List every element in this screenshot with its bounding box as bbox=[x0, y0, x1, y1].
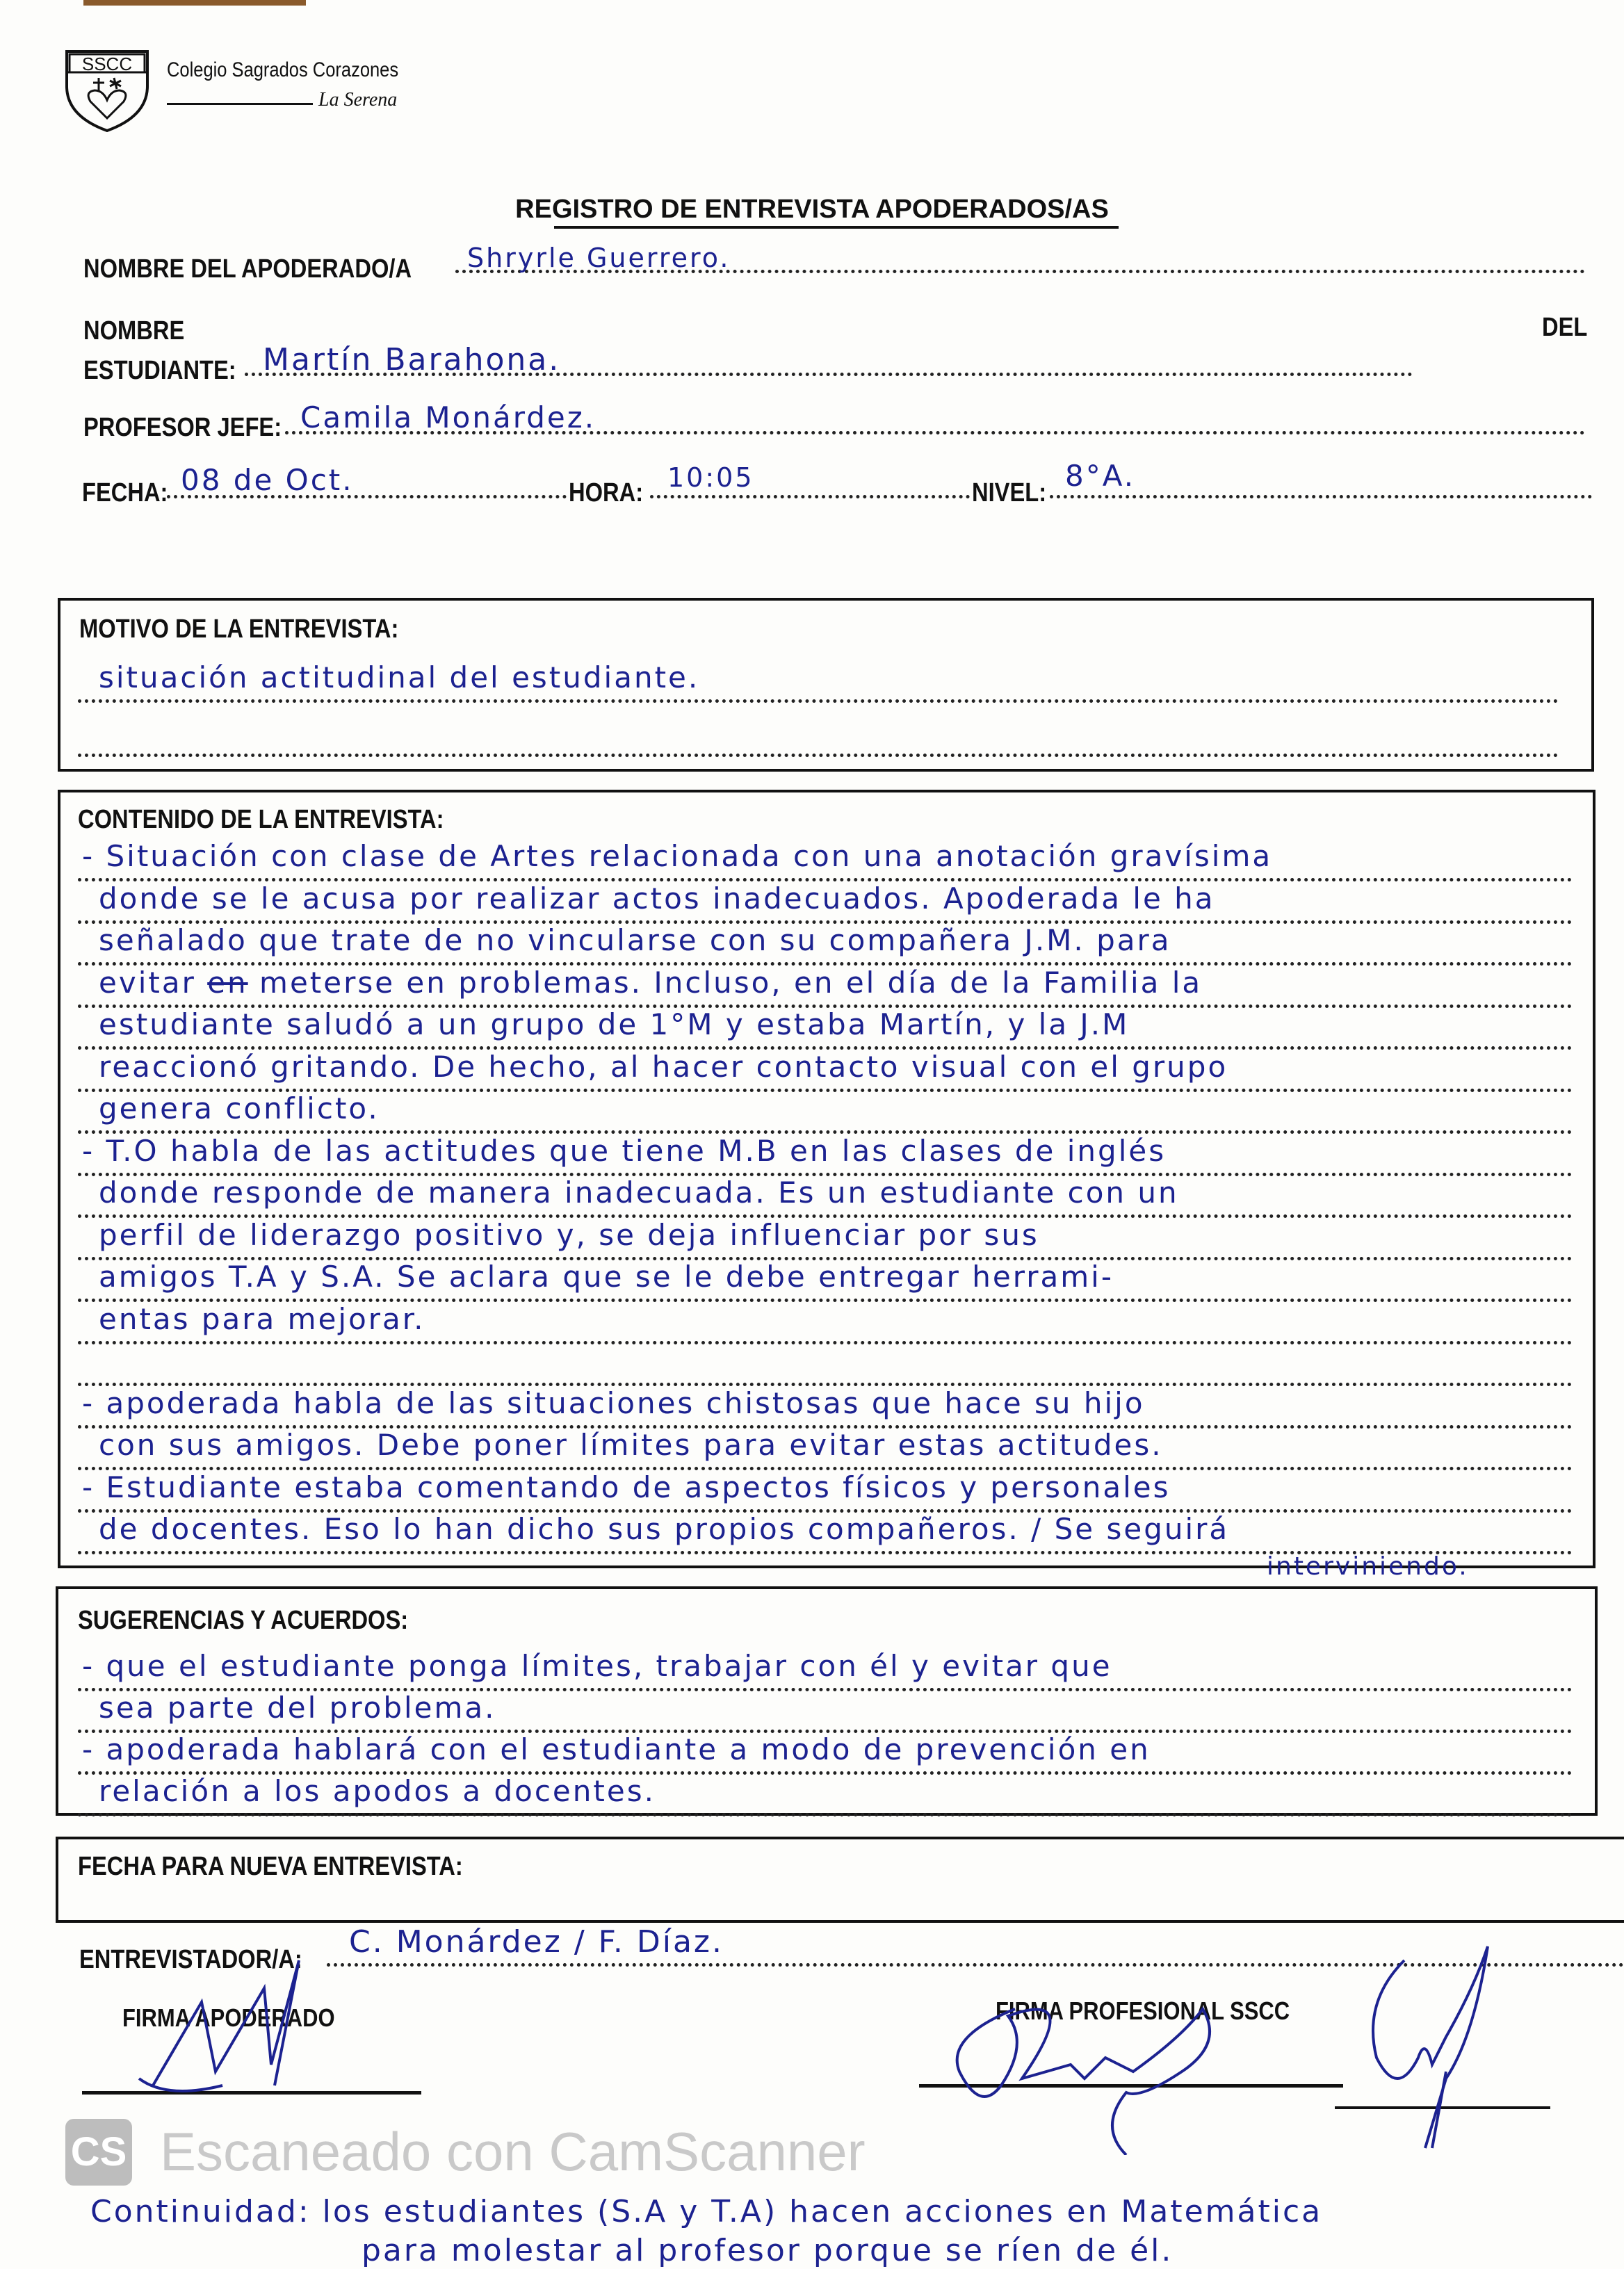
contenido-line-start: evitar bbox=[99, 965, 196, 1000]
nueva-fecha-label: FECHA PARA NUEVA ENTREVISTA: bbox=[78, 1852, 463, 1881]
contenido-line: entas para mejorar. bbox=[99, 1301, 425, 1336]
entrevistador-value: C. Monárdez / F. Díaz. bbox=[349, 1924, 724, 1960]
apoderado-label: NOMBRE DEL APODERADO/A bbox=[83, 254, 412, 284]
title-underline bbox=[554, 226, 1119, 229]
sugerencias-dotted-line[interactable] bbox=[78, 1813, 1573, 1816]
profesor-label: PROFESOR JEFE: bbox=[83, 413, 282, 442]
motivo-dotted-line[interactable] bbox=[78, 754, 1559, 757]
firma-profesional-label: FIRMA PROFESIONAL SSCC bbox=[996, 1996, 1290, 2025]
profesor-value: Camila Monárdez. bbox=[300, 400, 596, 434]
fecha-label: FECHA: bbox=[82, 478, 168, 507]
contenido-line: donde responde de manera inadecuada. Es un estudiante con un bbox=[99, 1176, 1179, 1210]
contenido-line: señalado que trate de no vincularse con su compañera J.M. para bbox=[99, 923, 1171, 957]
contenido-line: - Estudiante estaba comentando de aspectos físicos y personales bbox=[82, 1470, 1171, 1504]
motivo-dotted-line[interactable] bbox=[78, 699, 1559, 703]
contenido-line: perfil de liderazgo positivo y, se deja influenciar por sus bbox=[99, 1217, 1039, 1252]
hora-field[interactable] bbox=[650, 495, 970, 498]
contenido-line: donde se le acusa por realizar actos inadecuados. Apoderada le ha bbox=[99, 881, 1215, 916]
estudiante-label-del: DEL bbox=[1542, 313, 1588, 342]
school-city: La Serena bbox=[318, 89, 398, 111]
scan-edge bbox=[83, 0, 306, 6]
contenido-label: CONTENIDO DE LA ENTREVISTA: bbox=[78, 805, 444, 834]
contenido-line: - apoderada habla de las situaciones chistosas que hace su hijo bbox=[82, 1385, 1145, 1420]
entrevistador-label: ENTREVISTADOR/A: bbox=[79, 1945, 302, 1974]
camscanner-logo: CS bbox=[65, 2119, 132, 2186]
school-name: Colegio Sagrados Corazones bbox=[167, 58, 399, 81]
estudiante-value: Martín Barahona. bbox=[263, 342, 561, 377]
hora-label: HORA: bbox=[569, 478, 644, 507]
nivel-label: NIVEL: bbox=[972, 478, 1047, 507]
camscanner-watermark: Escaneado con CamScanner bbox=[160, 2121, 866, 2182]
continuidad-line-1: Continuidad: los estudiantes (S.A y T.A) hacen acciones en Matemática bbox=[90, 2194, 1323, 2229]
contenido-line: con sus amigos. Debe poner límites para evitar estas actitudes. bbox=[99, 1428, 1163, 1462]
continuidad-line-2: para molestar al profesor porque se ríen de él. bbox=[362, 2233, 1174, 2268]
nivel-field[interactable] bbox=[1050, 495, 1592, 498]
estudiante-label-1: NOMBRE bbox=[83, 316, 185, 345]
nivel-value: 8°A. bbox=[1065, 459, 1136, 493]
sugerencias-line: sea parte del problema. bbox=[99, 1691, 496, 1725]
contenido-dotted-line[interactable] bbox=[78, 1341, 1573, 1344]
contenido-line: amigos T.A y S.A. Se aclara que se le debe entregar herrami- bbox=[99, 1260, 1114, 1294]
sugerencias-line: relación a los apodos a docentes. bbox=[99, 1774, 656, 1808]
shield-icon bbox=[64, 50, 150, 132]
contenido-line: genera conflicto. bbox=[99, 1091, 380, 1125]
motivo-label: MOTIVO DE LA ENTREVISTA: bbox=[79, 615, 399, 644]
contenido-line: - T.O habla de las actitudes que tiene M.B en las clases de inglés bbox=[82, 1133, 1167, 1168]
contenido-line: estudiante saludó a un grupo de 1°M y estaba Martín, y la J.M bbox=[99, 1007, 1130, 1041]
school-logo bbox=[64, 50, 150, 132]
sugerencias-label: SUGERENCIAS Y ACUERDOS: bbox=[78, 1606, 409, 1635]
sugerencias-line: - apoderada hablará con el estudiante a modo de prevención en bbox=[82, 1732, 1151, 1766]
sugerencias-line: - que el estudiante ponga límites, trabajar con él y evitar que bbox=[82, 1649, 1112, 1683]
contenido-line: reaccionó gritando. De hecho, al hacer contacto visual con el grupo bbox=[99, 1049, 1228, 1084]
struck-word: en bbox=[207, 965, 248, 1000]
page-title: REGISTRO DE ENTREVISTA APODERADOS/AS bbox=[515, 195, 1109, 224]
contenido-line-rest: meterse en problemas. Incluso, en el día de la Familia la bbox=[259, 965, 1203, 1000]
motivo-line: situación actitudinal del estudiante. bbox=[99, 660, 700, 694]
logo-lettering: SSCC bbox=[81, 54, 133, 74]
contenido-overflow: interviniendo. bbox=[1267, 1552, 1469, 1581]
hora-value: 10:05 bbox=[667, 462, 754, 493]
school-divider bbox=[167, 103, 313, 105]
apoderado-signature bbox=[125, 1946, 320, 2106]
estudiante-label-2: ESTUDIANTE: bbox=[83, 356, 236, 385]
apoderado-value: Shryrle Guerrero. bbox=[467, 243, 731, 273]
contenido-line: de docentes. Eso lo han dicho sus propios compañeros. / Se seguirá bbox=[99, 1512, 1230, 1546]
fecha-value: 08 de Oct. bbox=[181, 463, 354, 497]
profesional-signature bbox=[918, 1933, 1557, 2155]
contenido-line bbox=[99, 965, 1203, 1000]
firma-apoderado-label: FIRMA APODERADO bbox=[122, 2003, 335, 2032]
contenido-line: - Situación con clase de Artes relacionada con una anotación gravísima bbox=[82, 839, 1273, 873]
